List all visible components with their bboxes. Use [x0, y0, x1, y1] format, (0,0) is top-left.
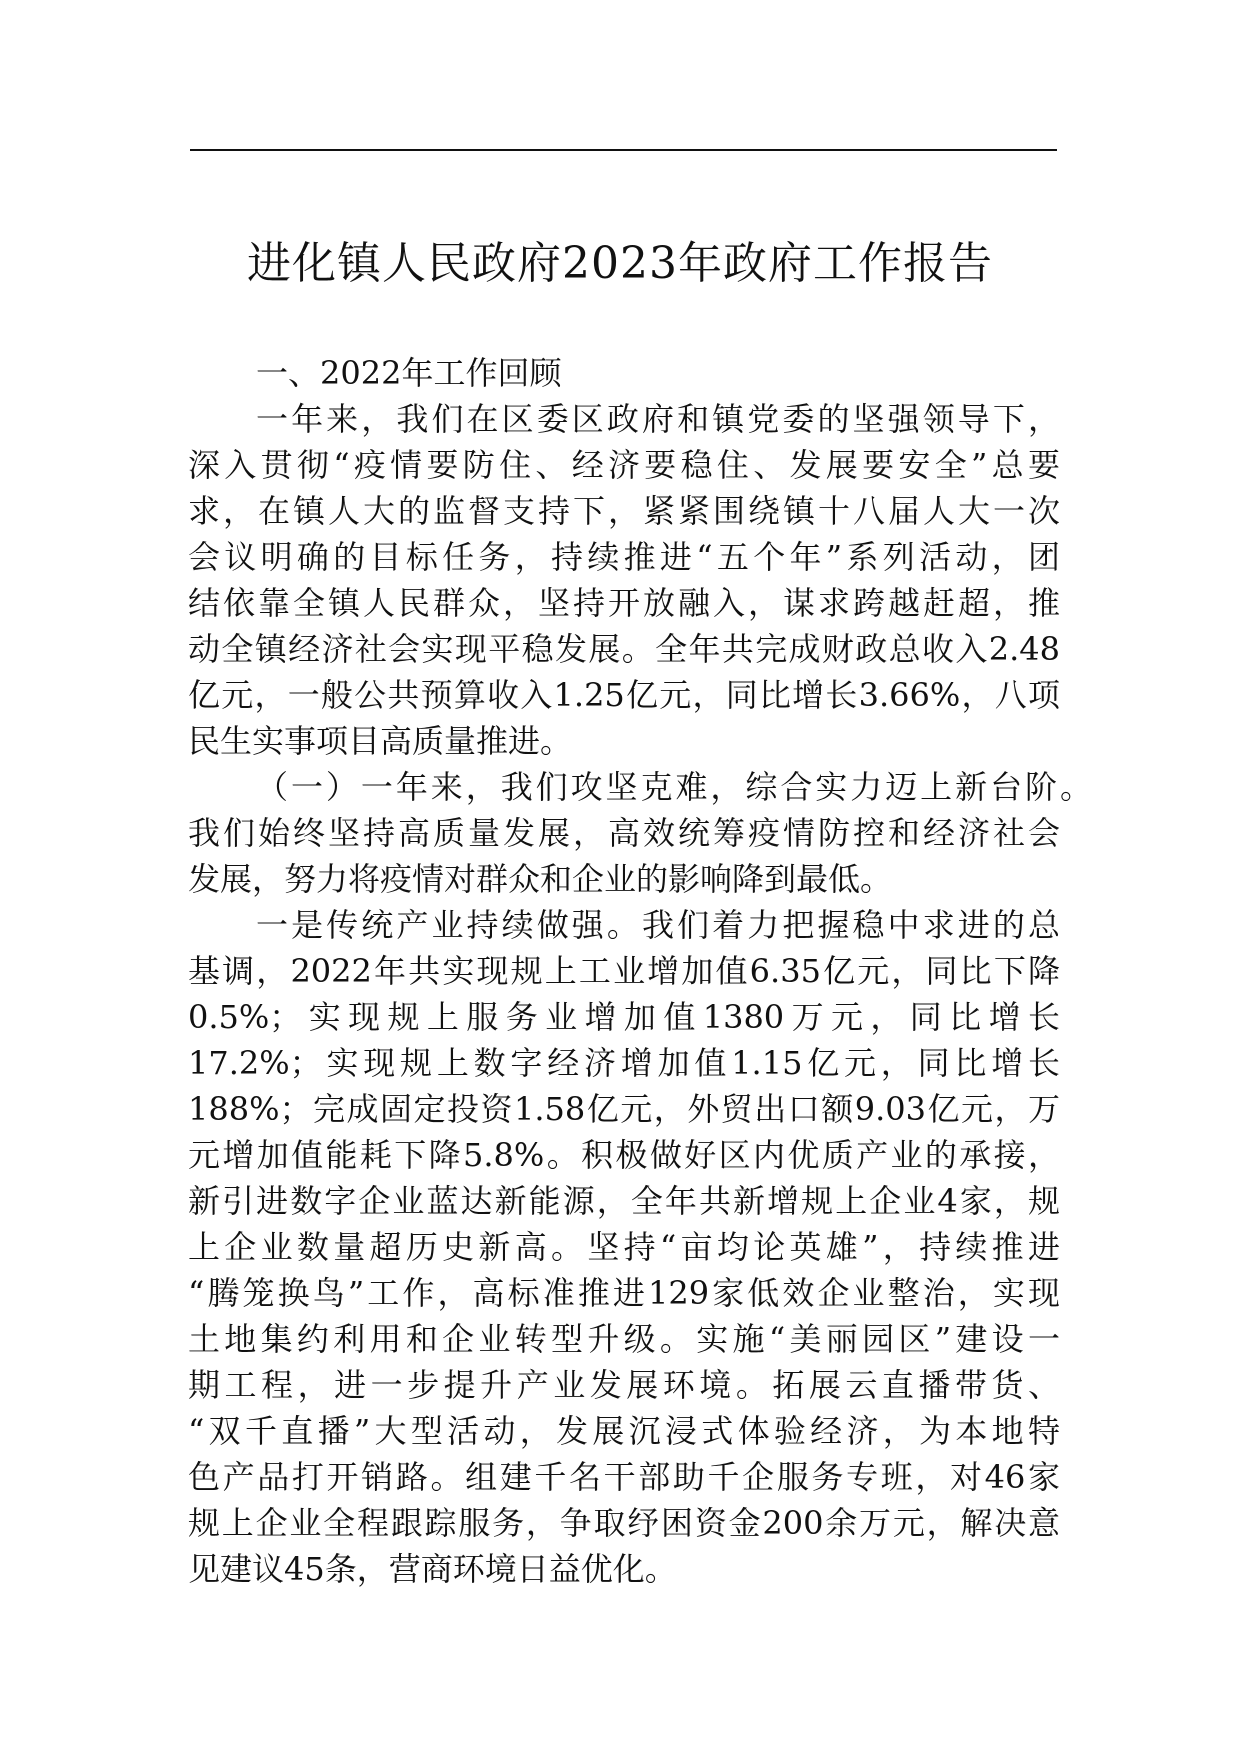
paragraph-overview [188, 396, 1060, 764]
paragraph-line: 17.2%；实现规上数字经济增加值1.15亿元，同比增长 [188, 1044, 1060, 1082]
paragraph-line: 发展，努力将疫情对群众和企业的影响降到最低。 [188, 860, 893, 898]
paragraph-line: 见建议45条，营商环境日益优化。 [188, 1550, 677, 1588]
paragraph-line: 亿元，一般公共预算收入1.25亿元，同比增长3.66%，八项 [188, 676, 1060, 714]
paragraph-line: 0.5%；实现规上服务业增加值1380万元，同比增长 [188, 998, 1060, 1036]
paragraph-line: 上企业数量超历史新高。坚持“亩均论英雄”，持续推进 [188, 1228, 1060, 1266]
paragraph-line: “腾笼换鸟”工作，高标准推进129家低效企业整治，实现 [188, 1274, 1060, 1312]
paragraph-line: “双千直播”大型活动，发展沉浸式体验经济，为本地特 [188, 1412, 1060, 1450]
document-title: 进化镇人民政府2023年政府工作报告 [247, 238, 993, 289]
paragraph-line: 色产品打开销路。组建千名干部助千企服务专班，对46家 [188, 1458, 1060, 1496]
paragraph-strength [188, 764, 1092, 902]
document-body [188, 350, 1092, 1592]
paragraph-line: 民生实事项目高质量推进。 [188, 722, 573, 760]
paragraph-line: 一是传统产业持续做强。我们着力把握稳中求进的总 [256, 906, 1060, 944]
paragraph-line: （一）一年来，我们攻坚克难，综合实力迈上新台阶。 [256, 768, 1092, 806]
paragraph-line: 规上企业全程跟踪服务，争取纾困资金200余万元，解决意 [188, 1504, 1060, 1542]
paragraph-line: 期工程，进一步提升产业发展环境。拓展云直播带货、 [188, 1366, 1060, 1404]
paragraph-line: 元增加值能耗下降5.8%。积极做好区内优质产业的承接， [188, 1136, 1060, 1174]
paragraph-line: 动全镇经济社会实现平稳发展。全年共完成财政总收入2.48 [188, 630, 1060, 668]
header-rule [190, 149, 1057, 151]
paragraph-line: 基调，2022年共实现规上工业增加值6.35亿元，同比下降 [188, 952, 1060, 990]
paragraph-line: 求，在镇人大的监督支持下，紧紧围绕镇十八届人大一次 [188, 492, 1060, 530]
paragraph-line: 会议明确的目标任务，持续推进“五个年”系列活动，团 [188, 538, 1060, 576]
paragraph-line: 我们始终坚持高质量发展，高效统筹疫情防控和经济社会 [188, 814, 1060, 852]
paragraph-line: 一年来，我们在区委区政府和镇党委的坚强领导下， [256, 400, 1060, 438]
section-heading: 一、2022年工作回顾 [256, 354, 562, 392]
paragraph-line: 土地集约利用和企业转型升级。实施“美丽园区”建设一 [188, 1320, 1060, 1358]
paragraph-line: 深入贯彻“疫情要防住、经济要稳住、发展要安全”总要 [188, 446, 1060, 484]
paragraph-line: 结依靠全镇人民群众，坚持开放融入，谋求跨越赶超，推 [188, 584, 1060, 622]
paragraph-industry [188, 902, 1060, 1592]
paragraph-line: 188%；完成固定投资1.58亿元，外贸出口额9.03亿元，万 [188, 1090, 1060, 1128]
paragraph-line: 新引进数字企业蓝达新能源，全年共新增规上企业4家，规 [188, 1182, 1060, 1220]
